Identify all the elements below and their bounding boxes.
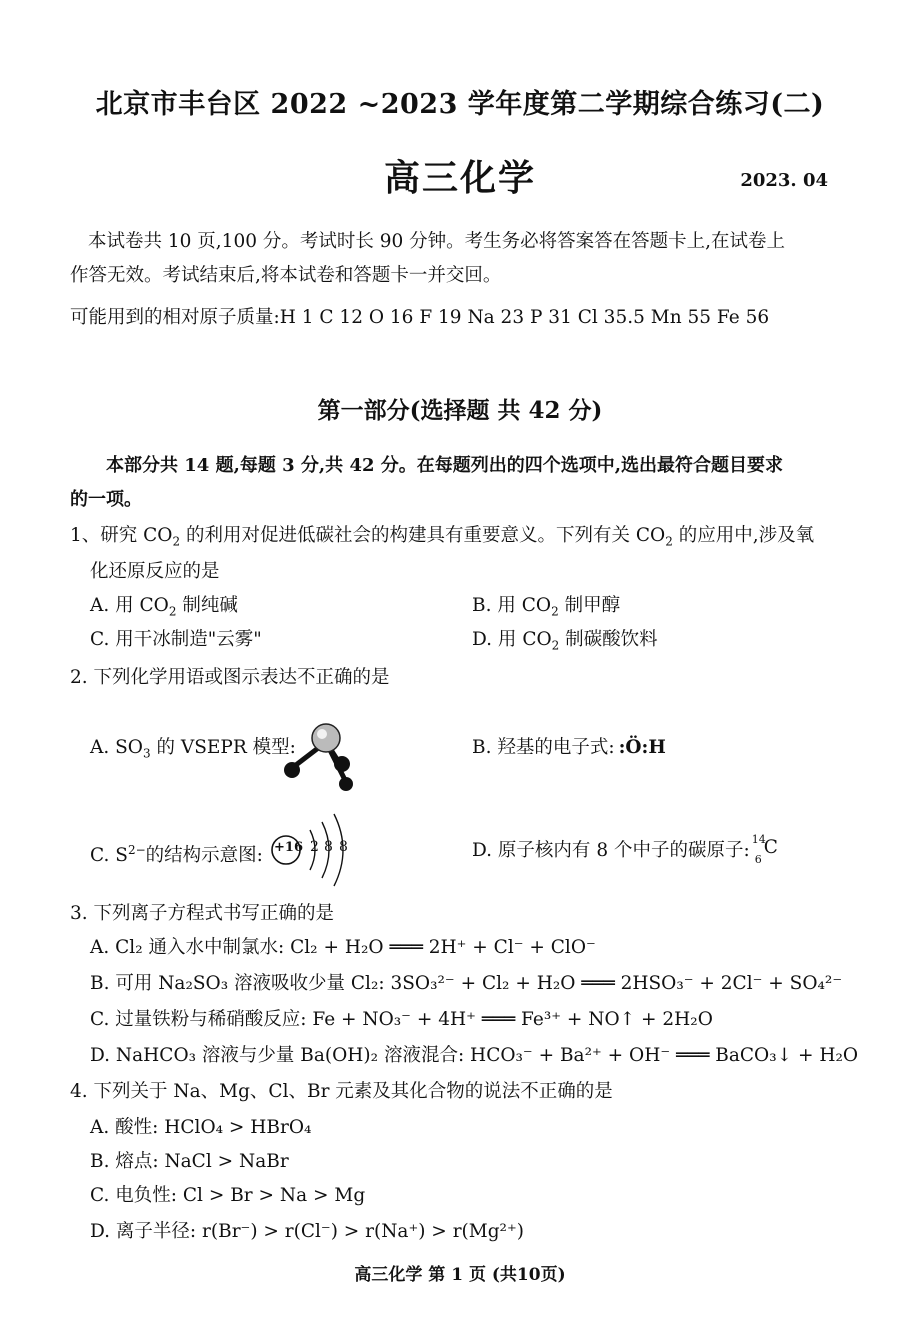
- vsepr-model-diagram: [278, 706, 368, 792]
- q4-option-d: D. 离子半径: r(Br⁻) > r(Cl⁻) > r(Na⁺) > r(Mg²⁺): [90, 1221, 524, 1242]
- nucleus-charge: +16: [274, 840, 303, 855]
- q2-option-c: C. $S^{2-}$的结构示意图:: [90, 843, 263, 867]
- shell-1-electrons: 2: [310, 839, 319, 855]
- subject-title: 高三化学: [383, 157, 536, 199]
- page-footer: 高三化学 第 1 页 (共10页): [354, 1265, 566, 1285]
- part-one-instruction-2: 的一项。: [70, 489, 142, 510]
- q3-option-a: A. Cl₂ 通入水中制氯水: Cl₂ + H₂O ═══ 2H⁺ + Cl⁻ + ClO⁻: [90, 937, 596, 958]
- q1-option-d: D. 用 $CO_2$ 制碳酸饮料: [472, 629, 658, 653]
- exam-date: 2023. 04: [740, 170, 828, 191]
- q4-option-c: C. 电负性: Cl > Br > Na > Mg: [90, 1185, 366, 1206]
- sulfide-ion-structure-diagram: [270, 806, 360, 896]
- q1-stem-line-1: 1、研究 $CO_2$ 的利用对促进低碳社会的构建具有重要意义。下列有关 $CO_2$ 的应用中,涉及氧: [70, 525, 815, 549]
- q1-option-c: C. 用干冰制造"云雾": [90, 629, 262, 650]
- hydroxyl-electron-formula: :Ö:H: [618, 737, 666, 758]
- carbon-isotope-notation: 14 6 C: [751, 833, 778, 866]
- q1-option-b: B. 用 $CO_2$ 制甲醇: [472, 595, 621, 619]
- q4-stem: 4. 下列关于 Na、Mg、Cl、Br 元素及其化合物的说法不正确的是: [70, 1081, 613, 1102]
- q3-option-b: B. 可用 Na₂SO₃ 溶液吸收少量 Cl₂: 3SO₃²⁻ + Cl₂ + H₂O ═══ 2HSO₃⁻ + 2Cl⁻ + SO₄²⁻: [90, 973, 843, 994]
- atomic-masses: 可能用到的相对原子质量:H 1 C 12 O 16 F 19 Na 23 P 31 Cl 35.5 Mn 55 Fe 56: [70, 307, 770, 328]
- part-one-instruction-1: 本部分共 14 题,每题 3 分,共 42 分。在每题列出的四个选项中,选出最符合题目要求: [106, 455, 784, 476]
- q2-stem: 2. 下列化学用语或图示表达不正确的是: [70, 667, 390, 688]
- q3-option-d: D. NaHCO₃ 溶液与少量 Ba(OH)₂ 溶液混合: HCO₃⁻ + Ba²⁺ + OH⁻ ═══ BaCO₃↓ + H₂O: [90, 1045, 859, 1066]
- q4-option-a: A. 酸性: HClO₄ > HBrO₄: [90, 1117, 312, 1138]
- q3-stem: 3. 下列离子方程式书写正确的是: [70, 903, 335, 924]
- exam-title: 北京市丰台区 2022 ~2023 学年度第二学期综合练习(二): [95, 89, 825, 120]
- intro-line-1: 本试卷共 10 页,100 分。考试时长 90 分钟。考生务必将答案答在答题卡上,在试卷上: [88, 231, 786, 252]
- intro-line-2: 作答无效。考试结束后,将本试卷和答题卡一并交回。: [70, 265, 502, 286]
- q1-option-a: A. 用 $CO_2$ 制纯碱: [90, 595, 238, 619]
- part-one-title: 第一部分(选择题 共 42 分): [317, 397, 603, 424]
- q2-option-a: A. $SO_3$ 的 VSEPR 模型:: [90, 737, 296, 761]
- shell-2-electrons: 8: [324, 839, 333, 855]
- shell-3-electrons: 8: [339, 839, 348, 855]
- q2-option-b: B. 羟基的电子式: :Ö:H: [472, 737, 666, 758]
- q4-option-b: B. 熔点: NaCl > NaBr: [90, 1151, 289, 1172]
- q1-stem-line-2: 化还原反应的是: [90, 561, 220, 582]
- q3-option-c: C. 过量铁粉与稀硝酸反应: Fe + NO₃⁻ + 4H⁺ ═══ Fe³⁺ + NO↑ + 2H₂O: [90, 1009, 713, 1030]
- q2-option-d: D. 原子核内有 8 个中子的碳原子: 14 6 C: [472, 833, 778, 866]
